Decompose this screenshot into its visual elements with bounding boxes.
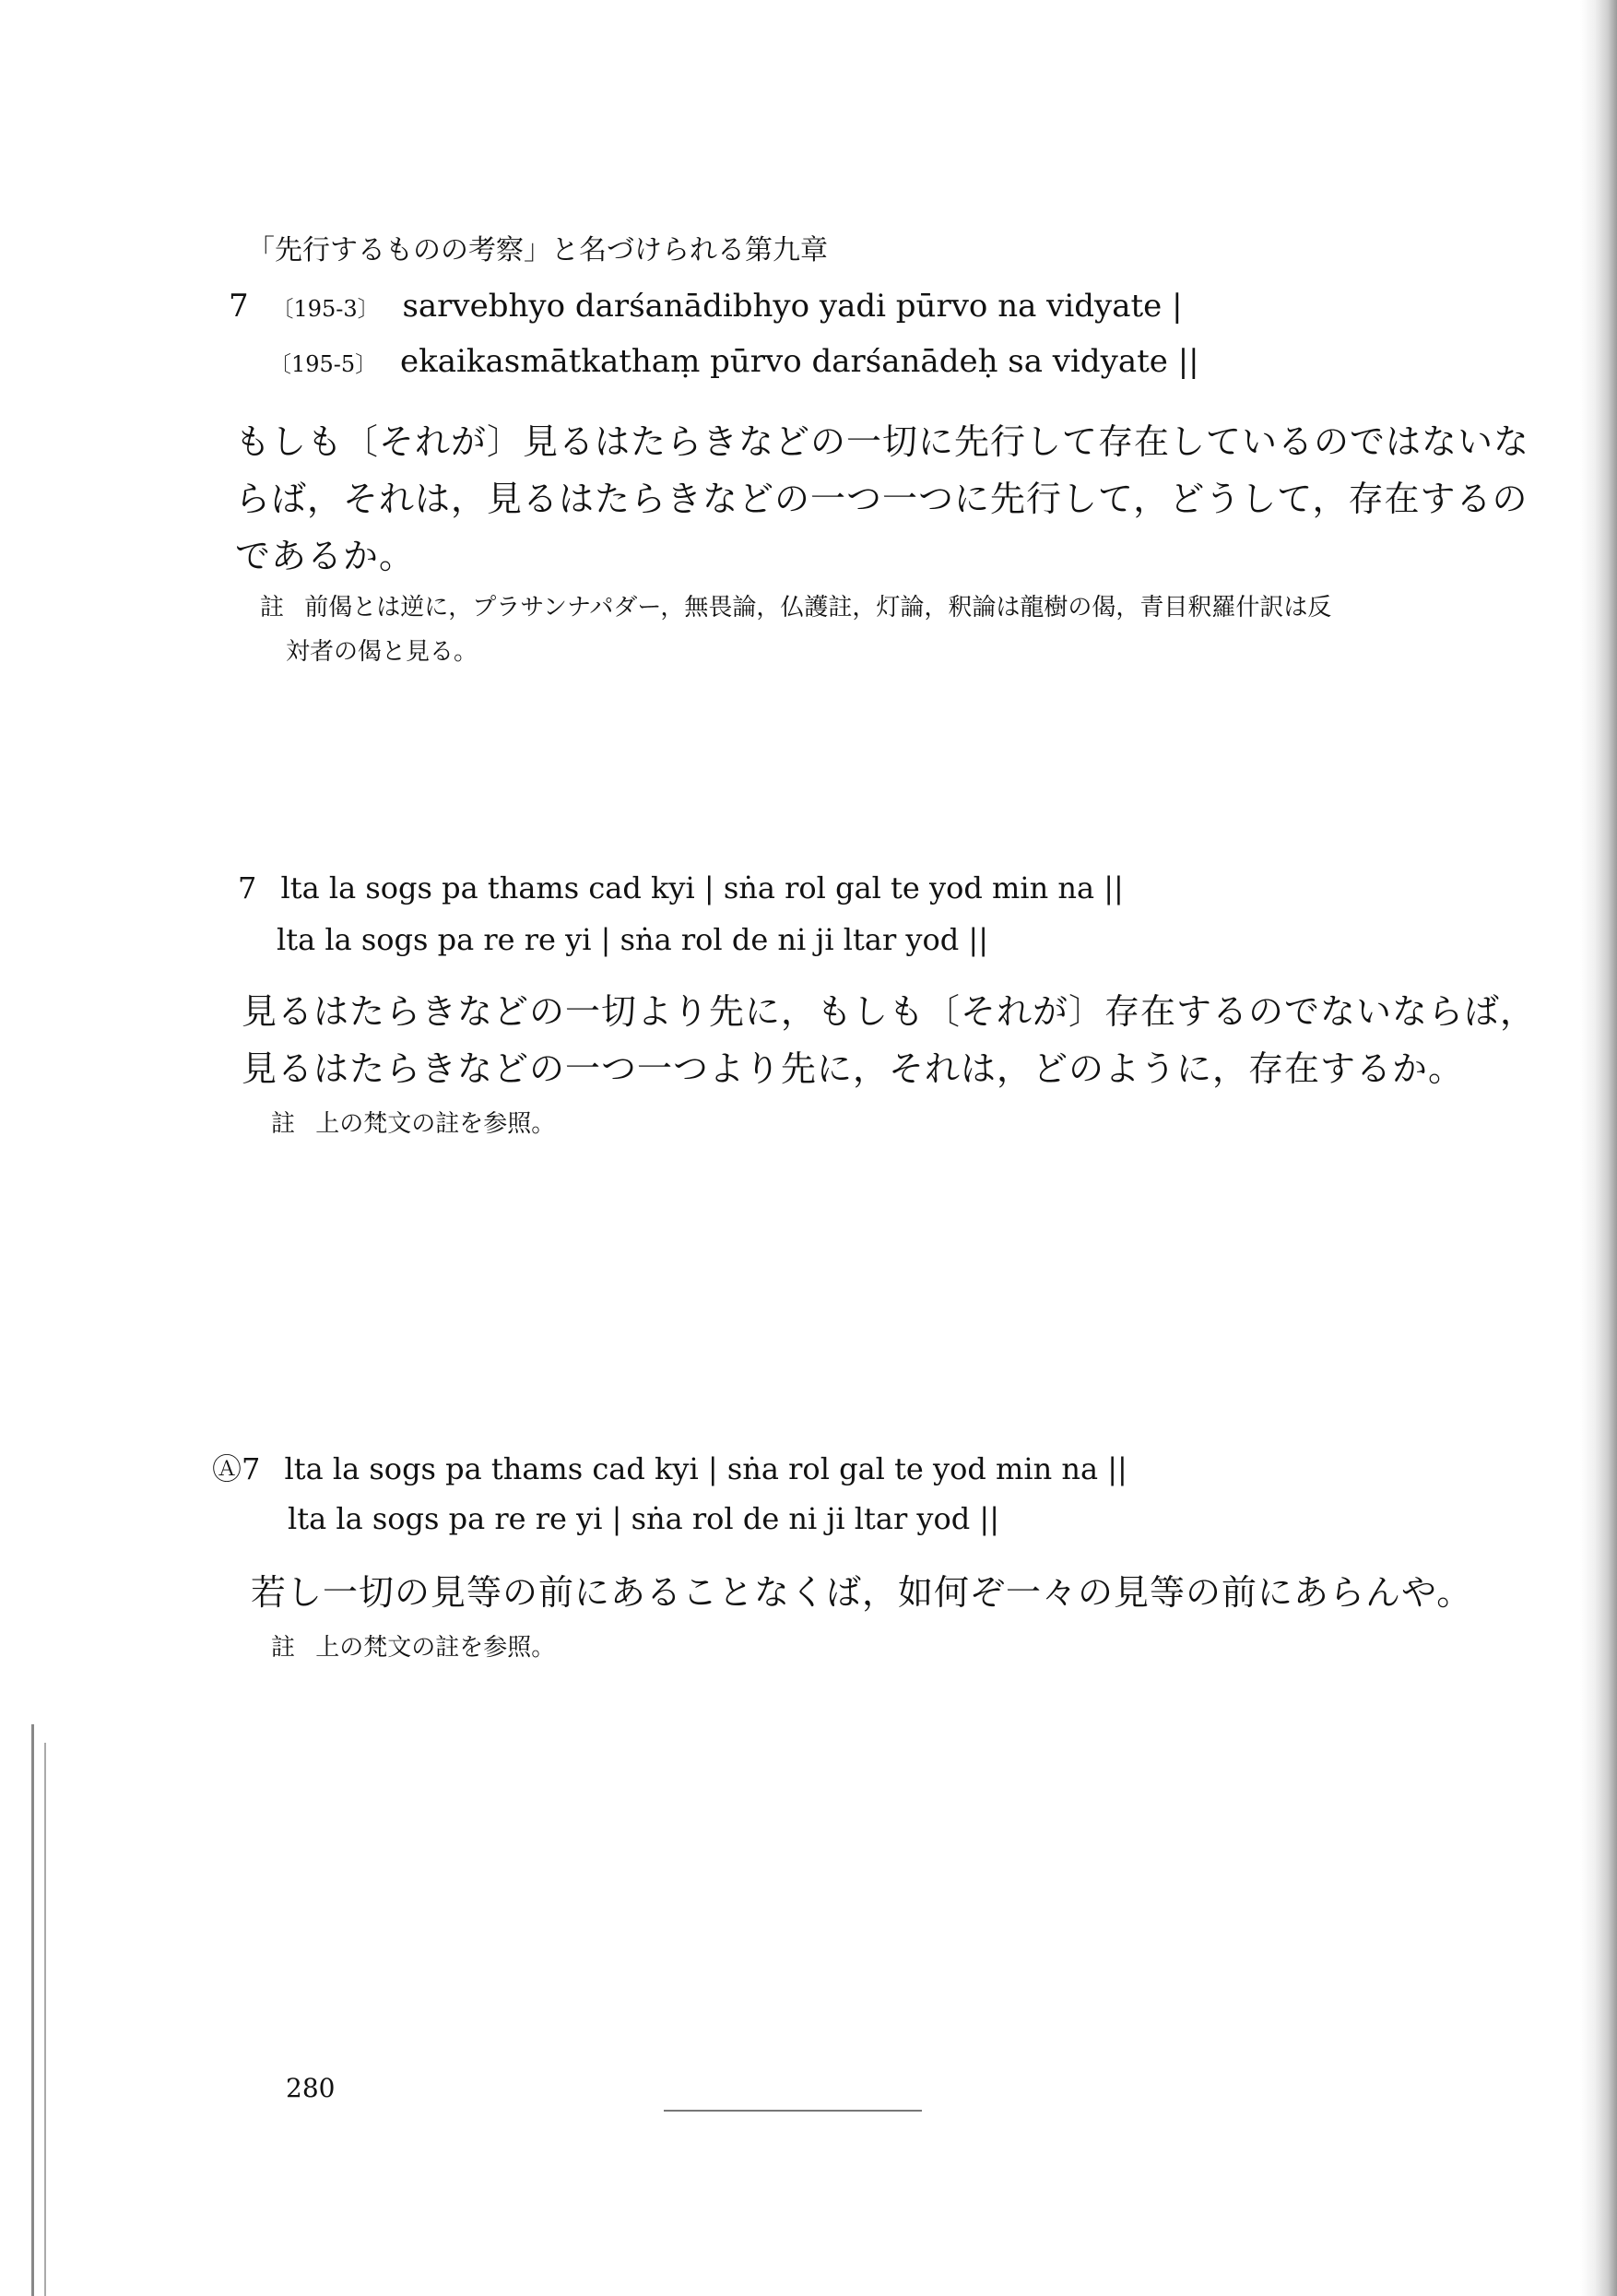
verse-text: sarvebhyo darśanādibhyo yadi pūrvo na vidyate | <box>402 288 1183 325</box>
tibetan-line-2: lta la sogs pa re re yi | sṅa rol de ni ji ltar yod || <box>288 1501 999 1536</box>
translation-line: 見るはたらきなどの一切より先に，もしも〔それが〕存在するのでないならば， <box>242 991 1537 1032</box>
verse-text: lta la sogs pa thams cad kyi | sṅa rol gal te yod min na || <box>284 1451 1127 1486</box>
page-number: 280 <box>286 2073 336 2103</box>
tibetan-line-2: lta la sogs pa re re yi | sṅa rol de ni ji ltar yod || <box>277 922 988 957</box>
note-line <box>271 1105 555 1139</box>
note-line <box>271 1628 555 1663</box>
chapter-title: 「先行するものの考察」と名づけられる第九章 <box>247 234 828 266</box>
sanskrit-line-1 <box>229 288 1183 325</box>
sanskrit-line-2 <box>269 343 1199 380</box>
verse-text: ekaikasmātkathaṃ pūrvo darśanādeḥ sa vidyate || <box>400 343 1199 380</box>
scan-left-edge <box>31 1724 34 2296</box>
scan-smudge <box>664 2110 922 2112</box>
translation-line: もしも〔それが〕見るはたらきなどの一切に先行して存在しているのではないな <box>235 421 1530 462</box>
verse-text: lta la sogs pa thams cad kyi | sṅa rol gal te yod min na || <box>280 870 1124 905</box>
translation-line: 若し一切の見等の前にあることなくば，如何ぞ一々の見等の前にあらんや。 <box>251 1572 1473 1613</box>
scan-left-edge <box>44 1743 46 2296</box>
note-text: 上の梵文の註を参照。 <box>315 1110 556 1138</box>
translation-line: らば，それは，見るはたらきなどの一つ一つに先行して，どうして，存在するの <box>235 479 1528 519</box>
tibetan-line-1 <box>212 1446 1127 1488</box>
note-label: 註 <box>260 594 285 621</box>
scan-edge-shadow <box>1580 0 1617 2296</box>
note-label: 註 <box>271 1110 296 1138</box>
verse-ref: 〔195-3〕 <box>271 296 380 322</box>
verse-number: 7 <box>229 288 249 325</box>
note-text: 上の梵文の註を参照。 <box>315 1634 556 1662</box>
note-text: 前偈とは逆に，プラサンナパダー，無畏論，仏護註，灯論，釈論は龍樹の偈，青目釈羅什訳は反 <box>304 594 1332 621</box>
translation-line: であるか。 <box>235 536 416 576</box>
tibetan-line-1 <box>238 870 1124 905</box>
verse-number: 7 <box>238 870 257 905</box>
translation-line: 見るはたらきなどの一つ一つより先に，それは，どのように，存在するか。 <box>242 1048 1465 1089</box>
note-line: 対者の偈と見る。 <box>286 638 478 666</box>
verse-number: Ⓐ7 <box>212 1451 261 1486</box>
note-line <box>260 588 1331 622</box>
verse-ref: 〔195-5〕 <box>269 351 378 377</box>
note-label: 註 <box>271 1634 296 1662</box>
